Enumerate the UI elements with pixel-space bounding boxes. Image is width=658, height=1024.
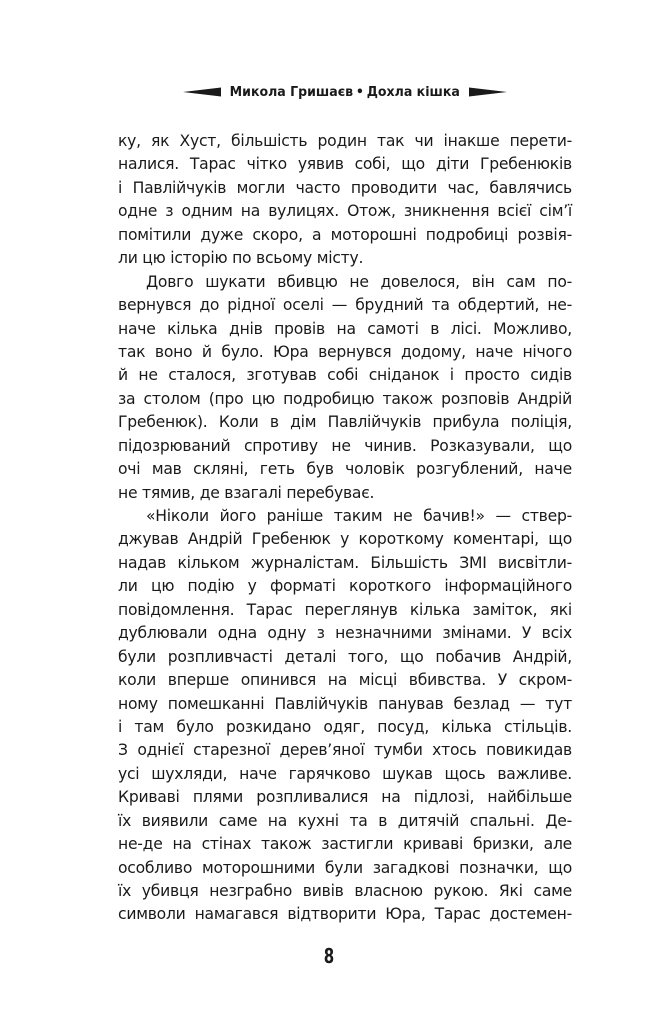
text-line: Довго шукати вбивцю не довелося, він сам по- bbox=[146, 272, 572, 291]
text-line: підозрюваний спротиву не чинив. Розказували, що bbox=[118, 436, 572, 455]
text-line: ку, як Хуст, більшість родин так чи інакше перети- bbox=[118, 132, 572, 150]
text-line: «Ніколи його раніше таким не бачив!» — ствер- bbox=[146, 507, 572, 525]
text-line: повідомлення. Тарас переглянув кілька заміток, які bbox=[118, 600, 572, 619]
text-line: їх убивця незграбно вивів власною рукою. Які саме bbox=[118, 882, 572, 900]
text-line: були розпливчасті деталі того, що побачив Андрій, bbox=[118, 647, 572, 666]
running-header bbox=[183, 80, 499, 104]
text-line: одне з одним на вулицях. Отож, зникнення всієї сім’ї bbox=[118, 202, 572, 221]
text-line: помітили дуже скоро, а моторошні подробиці розвія- bbox=[118, 225, 572, 244]
text-line: коли вперше опинився на місці вбивства. У скром- bbox=[118, 671, 572, 690]
text-line: наче кілька днів провів на самоті в лісі. Можливо, bbox=[118, 319, 572, 338]
text-line: і Павлійчуків могли часто проводити час, бавлячись bbox=[118, 178, 572, 197]
header-author: Микола Гришаєв bbox=[229, 84, 354, 100]
right-arrow-ornament-icon bbox=[469, 86, 507, 98]
text-line: ному помешканні Павлійчуків панував безлад — тут bbox=[118, 694, 572, 713]
text-line: ли цю історію по всьому місту. bbox=[118, 249, 364, 268]
text-line: Криваві плями розпливалися на підлозі, найбільше bbox=[118, 788, 572, 807]
text-line: й не сталося, зготував собі сніданок і просто сидів bbox=[118, 366, 572, 385]
header-text bbox=[230, 84, 460, 100]
text-line: дублювали одна одну з незначними змінами. У всіх bbox=[118, 624, 572, 643]
text-line: вернувся до рідної оселі — брудний та обдертий, не- bbox=[118, 296, 572, 315]
header-separator: • bbox=[355, 84, 364, 100]
text-line: символи намагався відтворити Юра, Тарас достемен- bbox=[118, 905, 572, 924]
text-line: джував Андрій Гребенюк у короткому коментарі, що bbox=[118, 530, 572, 549]
text-line: їх виявили саме на кухні та в дитячій спальні. Де- bbox=[118, 811, 572, 830]
text-line: так воно й було. Юра вернувся додому, наче нічого bbox=[118, 342, 572, 361]
text-line: особливо моторошними були загадкові позначки, що bbox=[118, 858, 572, 877]
header-title: Дохла кішка bbox=[366, 84, 460, 100]
text-line: і там було розкидано одяг, посуд, кілька стільців. bbox=[118, 717, 572, 736]
text-line: не тямив, де взагалі перебуває. bbox=[118, 483, 375, 502]
text-line: усі шухляди, наче гарячково шукав щось важливе. bbox=[118, 764, 572, 783]
text-line: Гребенюк). Коли в дім Павлійчуків прибула поліція, bbox=[118, 413, 572, 432]
text-line: ли цю подію у форматі короткого інформаційного bbox=[118, 577, 572, 596]
text-line: надав кільком журналістам. Більшість ЗМІ висвітли- bbox=[118, 553, 572, 572]
text-line: очі мав скляні, геть був чоловік розгублений, наче bbox=[118, 460, 572, 479]
text-line: налися. Тарас чітко уявив собі, що діти Гребенюків bbox=[118, 155, 572, 174]
text-line: за столом (про цю подробицю також розповів Андрій bbox=[118, 389, 572, 408]
page-number: 8 bbox=[323, 944, 335, 968]
left-arrow-ornament-icon bbox=[183, 86, 221, 98]
body-text bbox=[118, 130, 572, 927]
text-line: не-де на стінах також застигли криваві бризки, але bbox=[118, 835, 572, 854]
text-line: З однієї старезної дерев’яної тумби хтось повикидав bbox=[118, 741, 572, 760]
